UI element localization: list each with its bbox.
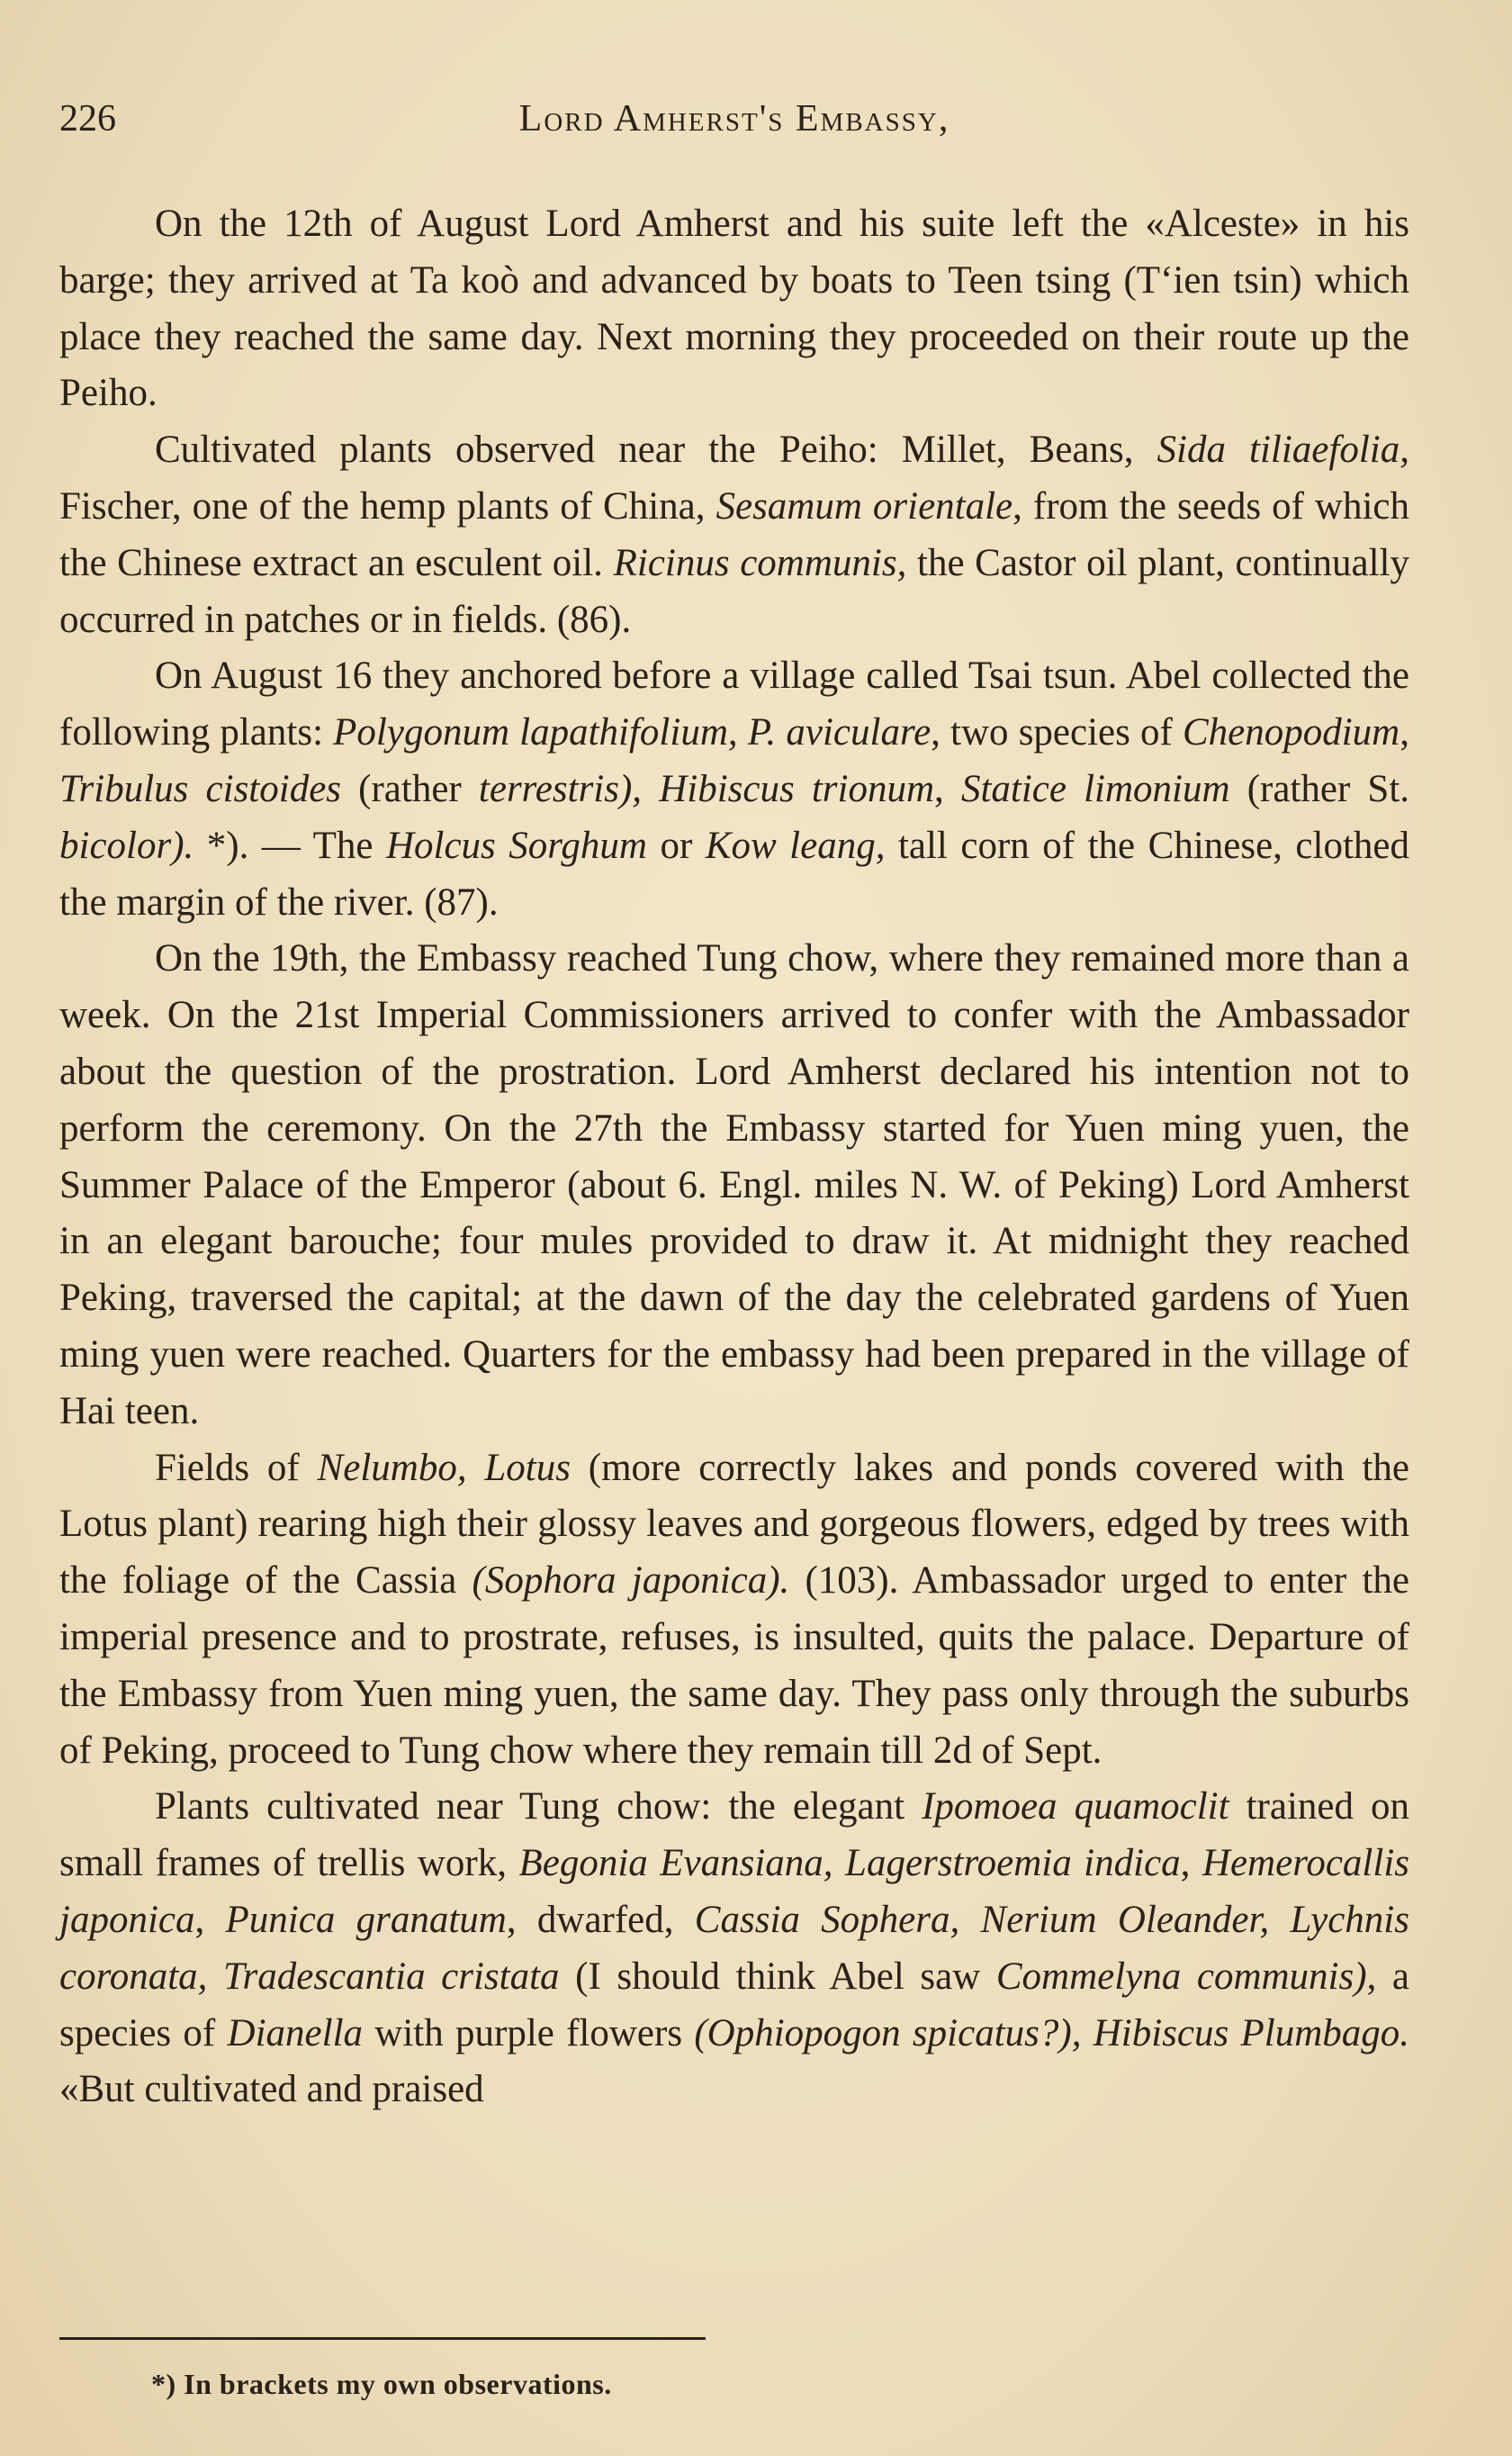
- body-text: [59, 196, 1409, 2118]
- italic-text-run: Ipomoea quamoclit: [922, 1785, 1229, 1828]
- text-run: Cultivated plants observed near the Peiho: Millet, Beans,: [155, 429, 1157, 472]
- text-run: with purple flowers: [363, 2011, 695, 2054]
- paragraph: [59, 1779, 1409, 2118]
- italic-text-run: Commelyna communis): [995, 1955, 1367, 1998]
- italic-text-run: Hemerocallis japonica: [59, 1842, 1409, 1941]
- text-run: ,: [934, 767, 961, 810]
- italic-text-run: Sesamum orientale: [716, 484, 1013, 528]
- text-run: On August 16 they anchored before a village called Tsai tsun. Abel collected the following plants:: [59, 655, 1409, 754]
- footnote: *) In brackets my own observations.: [151, 2368, 612, 2400]
- italic-text-run: Nelumbo, Lotus: [317, 1446, 571, 1489]
- paragraph: [59, 422, 1409, 648]
- italic-text-run: (Sophora japonica).: [472, 1559, 790, 1603]
- italic-text-run: Chenopodium: [1182, 711, 1400, 754]
- paragraph: [59, 931, 1409, 1440]
- italic-text-run: Punica granatum: [225, 1898, 507, 1941]
- paragraph: [59, 1440, 1409, 1780]
- text-run: , a species of: [59, 1955, 1409, 2054]
- italic-text-run: Holcus Sorghum: [385, 824, 647, 867]
- italic-text-run: bicolor).: [59, 824, 194, 867]
- text-run: (rather St.: [1229, 767, 1410, 810]
- italic-text-run: Kow leang,: [705, 824, 886, 867]
- italic-text-run: Cassia Sophera, Nerium Oleander, Lychnis coronata, Tradescantia cristata: [59, 1898, 1409, 1998]
- text-run: (rather: [341, 767, 479, 810]
- text-run: (I should think Abel saw: [559, 1955, 996, 1998]
- footnote-rule: [59, 2337, 706, 2340]
- text-run: tall corn of the Chinese, clothed the margin of the river. (87).: [59, 824, 1409, 924]
- italic-text-run: Polygonum lapathifolium, P. aviculare: [333, 711, 932, 754]
- text-run: the Castor oil plant, continually occurred in patches or in fields. (86).: [59, 541, 1409, 641]
- text-run: Plants cultivated near Tung chow: the elegant: [155, 1785, 922, 1828]
- text-run: (103). Ambassador urged to enter the imperial presence and to prostrate, refuses, is insulted, quits the palace. Departure of the Embassy from Yuen ming yuen, the same day. They pass only through the suburbs of Peking, proceed to Tung chow where they remain till 2d of Sept.: [59, 1559, 1409, 1772]
- italic-text-run: (Ophiopogon spicatus?), Hibiscus Plumbago.: [694, 2011, 1409, 2054]
- text-run: , two species of: [931, 711, 1183, 754]
- italic-text-run: Ricinus communis,: [613, 541, 907, 584]
- italic-text-run: Sida tiliaefolia,: [1156, 429, 1409, 472]
- text-run: «But cultivated and praised: [59, 2068, 484, 2111]
- italic-text-run: Tribulus cistoides: [59, 767, 342, 810]
- text-run: , from the seeds of which the Chinese extract an esculent oil.: [59, 484, 1410, 584]
- text-run: or: [646, 824, 706, 867]
- text-run: ,: [194, 1898, 226, 1941]
- text-run: ,: [1180, 1842, 1202, 1885]
- text-run: On the 12th of August Lord Amherst and his suite left the «Alceste» in his barge; they arrived at Ta koò and advanced by boats to Teen tsing (T‘ien tsin) which place they reached the same day. Next morning they proceeded on their route up the Peiho.: [59, 203, 1409, 415]
- text-run: Fischer, one of the hemp plants of China,: [59, 484, 716, 528]
- paragraph: [59, 648, 1409, 931]
- page-header: [59, 97, 1409, 160]
- text-run: Fields of: [155, 1446, 318, 1489]
- italic-text-run: Statice limonium: [960, 767, 1230, 810]
- text-run: ,: [1400, 711, 1409, 754]
- text-run: trained on small frames of trellis work,: [59, 1785, 1409, 1885]
- text-run: *). — The: [194, 824, 386, 867]
- page-number: 226: [59, 98, 116, 140]
- text-run: On the 19th, the Embassy reached Tung chow, where they remained more than a week. On the 21st Imperial Commissioners arrived to confer with the Ambassador about the question of the prostration. Lord Amherst declared his intention not to perform the ceremony. On the 27th the Embassy started for Yuen ming yuen, the Summer Palace of the Emperor (about 6. Engl. miles N. W. of Peking) Lord Amherst in an elegant barouche; four mules provided to draw it. At midnight they reached Peking, traversed the capital; at the dawn of the day the celebrated gardens of Yuen ming yuen were reached. Quarters for the embassy had been prepared in the village of Hai teen.: [59, 937, 1409, 1432]
- paragraph: [59, 196, 1409, 422]
- text-run: , dwarfed,: [506, 1898, 695, 1941]
- text-run: (more correctly lakes and ponds covered with the Lotus plant) rearing high their glossy leaves and gorgeous flowers, edged by trees with the foliage of the Cassia: [59, 1446, 1409, 1603]
- italic-text-run: Begonia Evansiana, Lagerstroemia indica: [518, 1842, 1181, 1885]
- italic-text-run: Dianella: [227, 2011, 364, 2054]
- running-head: Lord Amherst's Embassy,: [518, 98, 950, 140]
- italic-text-run: terrestris), Hibiscus trionum: [478, 767, 935, 810]
